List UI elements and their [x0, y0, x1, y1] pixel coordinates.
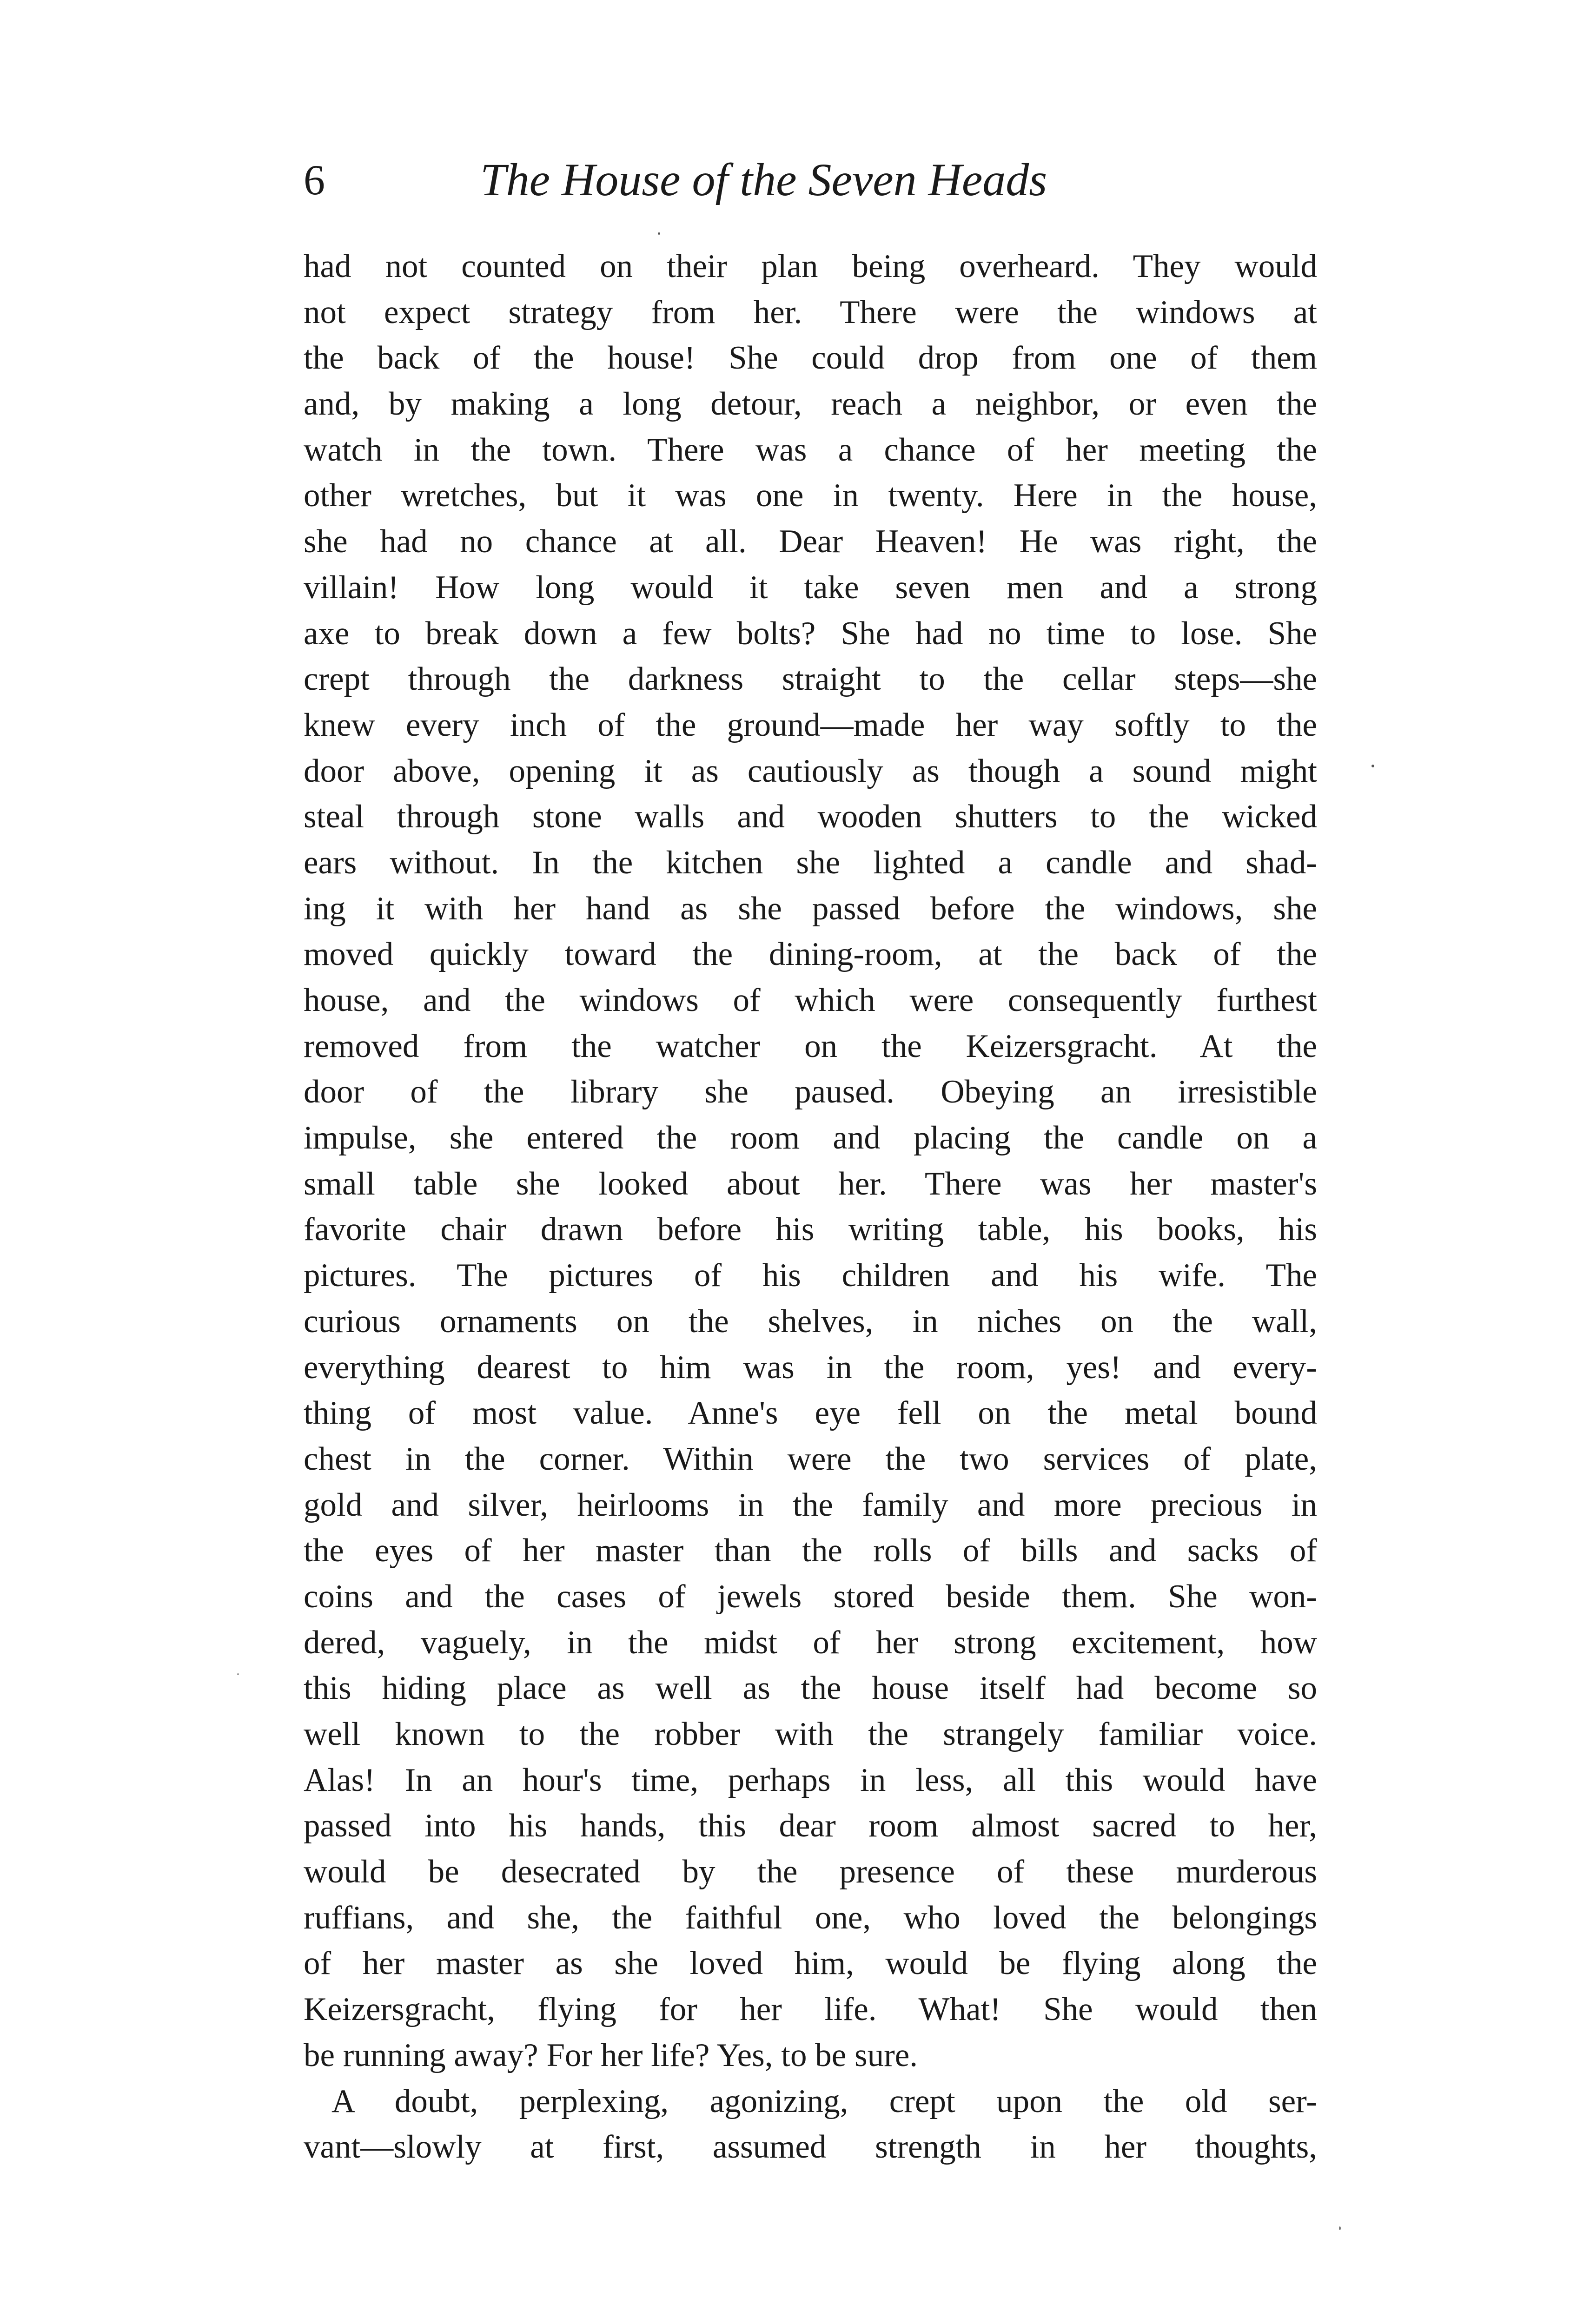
text-line: not expect strategy from her. There were the windows at — [304, 294, 1317, 330]
text-line: passed into his hands, this dear room almost sacred to her, — [304, 1808, 1317, 1844]
book-title: The House of the Seven Heads — [480, 154, 1047, 205]
text-line: the eyes of her master than the rolls of bills and sacks of — [304, 1532, 1317, 1569]
text-line: removed from the watcher on the Keizersgracht. At the — [304, 1028, 1317, 1064]
print-speck — [237, 1673, 239, 1675]
text-line: impulse, she entered the room and placing the candle on a — [304, 1120, 1317, 1156]
text-line: steal through stone walls and wooden shutters to the wicked — [304, 799, 1317, 835]
text-line: other wretches, but it was one in twenty. Here in the house, — [304, 477, 1317, 514]
print-speck — [658, 232, 660, 235]
text-line: had not counted on their plan being overheard. They would — [304, 248, 1317, 284]
paragraph-end-line: be running away? For her life? Yes, to be sure. — [304, 2037, 918, 2073]
print-speck — [1339, 2226, 1341, 2230]
text-line: Keizersgracht, flying for her life. What! She would then — [304, 1991, 1317, 2028]
text-line: door above, opening it as cautiously as though a sound might — [304, 753, 1317, 789]
text-line: everything dearest to him was in the room, yes! and every- — [304, 1349, 1317, 1386]
text-line: well known to the robber with the strangely familiar voice. — [304, 1716, 1317, 1752]
text-line: door of the library she paused. Obeying an irresistible — [304, 1074, 1317, 1110]
text-line: house, and the windows of which were consequently furthest — [304, 982, 1317, 1018]
text-line: the back of the house! She could drop from one of them — [304, 340, 1317, 376]
page-number: 6 — [304, 156, 325, 204]
text-line: moved quickly toward the dining-room, at the back of the — [304, 936, 1317, 973]
text-line: favorite chair drawn before his writing table, his books, his — [304, 1211, 1317, 1248]
text-line: of her master as she loved him, would be flying along the — [304, 1945, 1317, 1982]
text-line: and, by making a long detour, reach a neighbor, or even the — [304, 386, 1317, 423]
text-line: axe to break down a few bolts? She had no time to lose. She — [304, 615, 1317, 652]
text-line: gold and silver, heirlooms in the family and more precious in — [304, 1486, 1317, 1523]
text-line: knew every inch of the ground—made her way softly to the — [304, 706, 1317, 743]
text-line: watch in the town. There was a chance of her meeting the — [304, 431, 1317, 468]
text-line: ears without. In the kitchen she lighted a candle and shad- — [304, 844, 1317, 881]
text-line: Alas! In an hour's time, perhaps in less, all this would have — [304, 1762, 1317, 1798]
text-line: this hiding place as well as the house itself had become so — [304, 1670, 1317, 1707]
body-text — [304, 244, 1317, 2170]
text-line: chest in the corner. Within were the two services of plate, — [304, 1440, 1317, 1477]
text-line: dered, vaguely, in the midst of her strong excitement, how — [304, 1624, 1317, 1661]
text-line: thing of most value. Anne's eye fell on the metal bound — [304, 1395, 1317, 1432]
text-line: pictures. The pictures of his children and his wife. The — [304, 1257, 1317, 1294]
text-line: vant—slowly at first, assumed strength in her thoughts, — [304, 2129, 1317, 2166]
print-speck — [1371, 765, 1374, 767]
text-line: ing it with her hand as she passed before the windows, she — [304, 890, 1317, 927]
paragraph-start-line: A doubt, perplexing, agonizing, crept upon the old ser- — [331, 2083, 1317, 2119]
text-line: ruffians, and she, the faithful one, who loved the belongings — [304, 1899, 1317, 1936]
text-line: crept through the darkness straight to the cellar steps—she — [304, 661, 1317, 698]
text-line: would be desecrated by the presence of these murderous — [304, 1854, 1317, 1890]
text-line: villain! How long would it take seven men and a strong — [304, 569, 1317, 606]
text-line: she had no chance at all. Dear Heaven! He was right, the — [304, 523, 1317, 560]
text-line: coins and the cases of jewels stored beside them. She won- — [304, 1578, 1317, 1615]
text-line: curious ornaments on the shelves, in niches on the wall, — [304, 1303, 1317, 1340]
running-head — [304, 145, 1317, 215]
text-line: small table she looked about her. There was her master's — [304, 1165, 1317, 1202]
